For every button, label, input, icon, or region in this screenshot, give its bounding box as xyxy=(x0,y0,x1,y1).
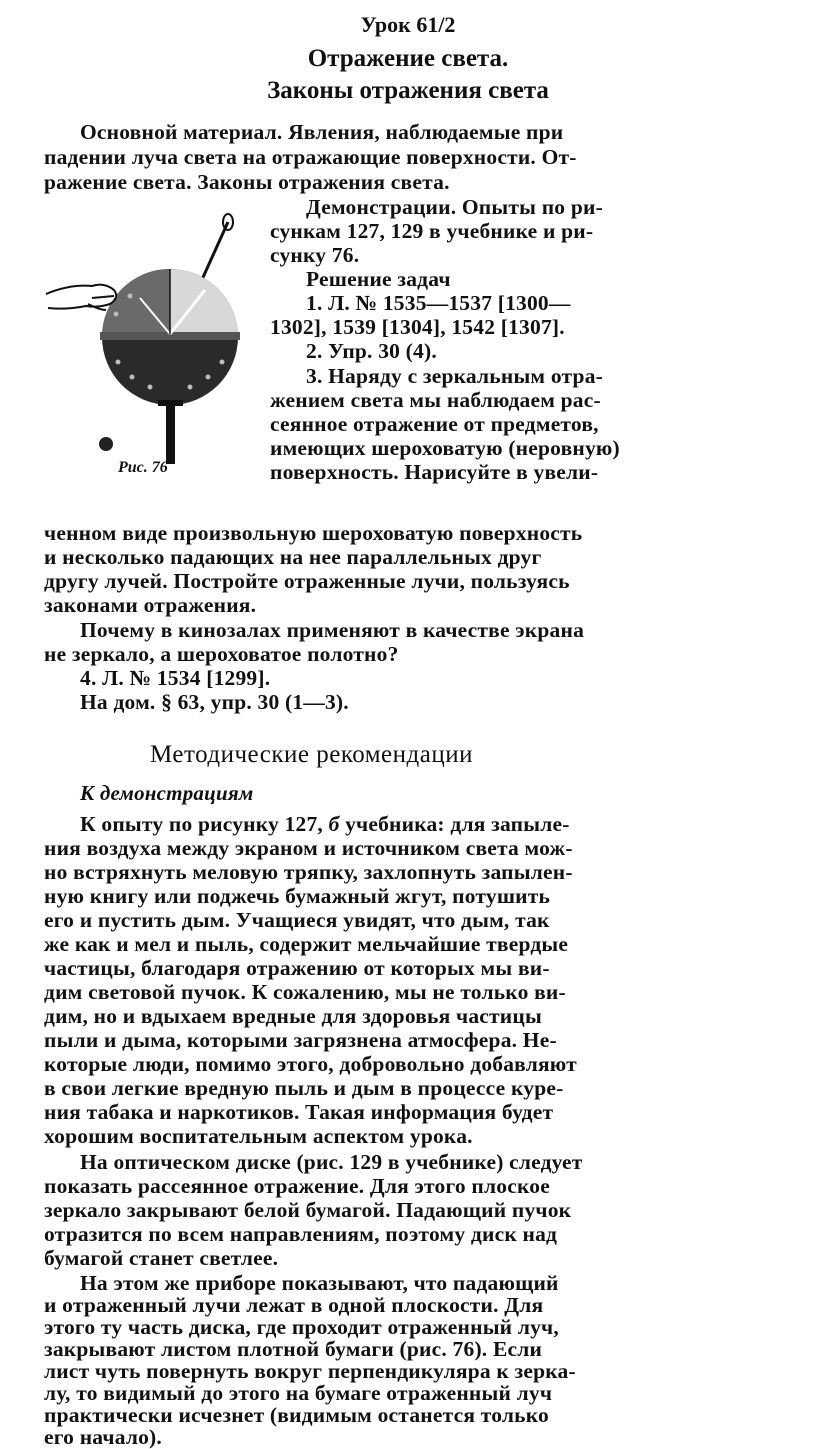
para1-line-1 xyxy=(80,812,570,836)
para1-text-italic: б xyxy=(328,812,340,836)
task-3-cont-4: законами отражения. xyxy=(44,593,257,617)
para1-text-b: учебника: для запыле- xyxy=(339,812,570,836)
figure-caption: Рис. 76 xyxy=(118,459,168,476)
demo-text: Опыты по ри- xyxy=(456,195,603,219)
lesson-title-line1: Отражение света. xyxy=(307,45,509,72)
para2-line-4: отразится по всем направлениям, поэтому диск над xyxy=(44,1222,558,1246)
para3-line-1: На этом же приборе показывают, что падающий xyxy=(80,1271,559,1295)
demo-line-2: сункам 127, 129 в учебнике и ри- xyxy=(270,219,594,243)
intro-label: Основной материал. xyxy=(80,120,283,144)
task-4: 4. Л. № 1534 [1299]. xyxy=(80,666,271,690)
task-3-cont-3: другу лучей. Постройте отраженные лучи, пользуясь xyxy=(44,569,570,593)
para2-line-2: показать рассеянное отражение. Для этого плоское xyxy=(44,1174,550,1198)
methods-heading: Методические рекомендации xyxy=(150,741,473,768)
task-3-line-4: имеющих шероховатую (неровную) xyxy=(270,436,620,460)
task-3-line-5: поверхность. Нарисуйте в увели- xyxy=(270,460,599,484)
para1-line-7: частицы, благодаря отражению от которых мы ви- xyxy=(44,956,550,980)
tasks-heading: Решение задач xyxy=(306,267,451,291)
para1-text-a: К опыту по рисунку 127, xyxy=(80,812,329,836)
para3-line-8: его начало). xyxy=(44,1425,162,1449)
para1-line-10: пыли и дыма, которыми загрязнена атмосфера. Не- xyxy=(44,1028,557,1052)
task-2: 2. Упр. 30 (4). xyxy=(306,339,437,363)
para3-line-6: лу, то видимый до этого на бумаге отраженный луч xyxy=(44,1381,553,1405)
para3-line-3: этого ту часть диска, где проходит отраженный луч, xyxy=(44,1315,559,1339)
para1-line-9: дим, но и вдыхаем вредные для здоровья частицы xyxy=(44,1004,542,1028)
methods-subheading: К демонстрациям xyxy=(80,781,254,805)
lesson-title-line2: Законы отражения света xyxy=(267,77,549,104)
para1-line-5: его и пустить дым. Учащиеся увидят, что дым, так xyxy=(44,908,550,932)
homework-label: На дом. xyxy=(80,690,156,714)
para1-line-13: ния табака и наркотиков. Такая информация будет xyxy=(44,1100,554,1124)
para3-line-4: закрывают листом плотной бумаги (рис. 76). Если xyxy=(44,1337,543,1361)
demo-line-1 xyxy=(306,195,603,219)
homework xyxy=(80,690,349,714)
intro-line-1 xyxy=(80,120,563,144)
figure-76-optical-disk xyxy=(40,212,260,482)
task-1-line-1: 1. Л. № 1535—1537 [1300— xyxy=(306,291,571,315)
para3-line-2: и отраженный лучи лежат в одной плоскости. Для xyxy=(44,1293,544,1317)
intro-text: Явления, наблюдаемые при xyxy=(282,120,564,144)
para1-line-2: ния воздуха между экраном и источником света мож- xyxy=(44,836,573,860)
homework-text: § 63, упр. 30 (1—3). xyxy=(155,690,349,714)
task-3-cont-1: ченном виде произвольную шероховатую поверхность xyxy=(44,521,583,545)
para2-line-1: На оптическом диске (рис. 129 в учебнике) следует xyxy=(80,1150,583,1174)
para1-line-4: ную книгу или поджечь бумажный жгут, потушить xyxy=(44,884,551,908)
task-3-line-2: жением света мы наблюдаем рас- xyxy=(270,388,601,412)
intro-line-2: падении луча света на отражающие поверхности. От- xyxy=(44,145,577,169)
task-3-cont-2: и несколько падающих на нее параллельных друг xyxy=(44,545,542,569)
para1-line-14: хорошим воспитательным аспектом урока. xyxy=(44,1124,473,1148)
lesson-number: Урок 61/2 xyxy=(360,12,456,37)
para1-line-12: в свои легкие вредную пыль и дым в процессе куре- xyxy=(44,1076,564,1100)
para1-line-3: но встряхнуть меловую тряпку, захлопнуть запылен- xyxy=(44,860,573,884)
para3-line-7: практически исчезнет (видимым останется только xyxy=(44,1403,550,1427)
para1-line-6: же как и мел и пыль, содержит мельчайшие твердые xyxy=(44,932,569,956)
demo-label: Демонстрации. xyxy=(306,195,457,219)
hand-icon xyxy=(46,285,116,310)
question-line-1: Почему в кинозалах применяют в качестве экрана xyxy=(80,618,585,642)
para2-line-5: бумагой станет светлее. xyxy=(44,1246,279,1270)
task-1-line-2: 1302], 1539 [1304], 1542 [1307]. xyxy=(270,315,565,339)
para1-line-8: дим световой пучок. К сожалению, мы не только ви- xyxy=(44,980,566,1004)
para2-line-3: зеркало закрывают белой бумагой. Падающий пучок xyxy=(44,1198,572,1222)
disk-stand-icon xyxy=(166,402,175,464)
task-3-line-1: 3. Наряду с зеркальным отра- xyxy=(306,364,604,388)
demo-line-3: сунку 76. xyxy=(270,243,360,267)
intro-line-3: ражение света. Законы отражения света. xyxy=(44,170,450,194)
task-3-line-3: сеянное отражение от предметов, xyxy=(270,412,599,436)
question-line-2: не зеркало, а шероховатое полотно? xyxy=(44,642,399,666)
para3-line-5: лист чуть повернуть вокруг перпендикуляра к зерка- xyxy=(44,1359,576,1383)
para1-line-11: которые люди, помимо этого, добровольно добавляют xyxy=(44,1052,577,1076)
